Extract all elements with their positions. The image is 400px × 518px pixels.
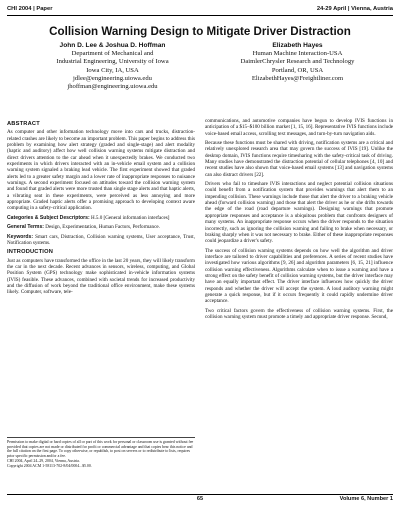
keywords-text: Smart cars, Distraction, Collision warning systems, User acceptance, Trust, Notification systems. [7,233,195,246]
author-right-name: Elizabeth Hayes [272,42,323,49]
author-right [215,42,380,83]
general-terms-text: Design, Experimentation, Human Factors, Performance. [45,224,160,231]
body-paragraph: Because these functions must be shared with driving, notification systems are a critical and relatively unexplored research area that may govern the success of IVIS [19]. Unlike the desktop domain, IVIS functions require timesharing with the safety-critical task of driving. Many studies have demonstrated the distraction potential of cellular telephones [4, 10] and recent studies have also shown that voice-based email systems [13] and navigation systems can also distract drivers [22]. [205,140,393,178]
author-left-name: John D. Lee & Joshua D. Hoffman [59,42,166,49]
general-terms-label: General Terms: [7,224,44,231]
categories [7,215,195,221]
paper-title: Collision Warning Design to Mitigate Driver Distraction [49,25,351,38]
author-right-location: Portland, OR, USA [271,66,324,74]
keywords-label: Keywords: [7,233,34,240]
author-right-affiliation-2: DaimlerChrysler Research and Technology [240,58,355,66]
header-rule [7,15,393,16]
page-number: 65 [196,496,204,502]
author-left-affiliation-1: Department of Mechanical and [71,50,154,58]
copyright-line: Copyright 2004 ACM 1-58113-702-8/04/0004...$5.00. [7,463,92,468]
author-right-email[interactable]: ElizabethHayes@Freightliner.com [251,74,344,82]
right-column [205,118,393,323]
left-column [7,118,195,299]
abstract-text: As computer and other information technology move into cars and trucks, distraction-related crashes are likely to become an important problem. This paper begins to address this problem by examining how alert strategy (graded and single-stage) and alert modality (haptic and auditory) affect how well collision warning systems mitigate distraction and direct drivers attention to the car ahead when it unexpectedly brakes. We conducted two experiments in which drivers interacted with an in-vehicle email system and a collision warning system signaled a braking lead vehicle. The first experiment showed that graded alerts led to a greater safety margin and a lower rate of inappropriate responses to nuisance warnings. A second experiment focused on attitudes toward the collision warning system and found that graded alerts were more trusted than single stage alerts and that haptic alerts, a vibrating seat in these experiments, were perceived as less annoying and more appropriate. Graded haptic alerts offer a promising approach to developing context aware computing in a safety-critical application. [7,129,195,212]
body-paragraph: Two critical factors govern the effectiveness of collision warning systems. First, the collision warning system must promote a timely and appropriate driver response. Second, [205,307,393,320]
categories-label: Categories & Subject Descriptors: [7,214,90,221]
permission-text: Permission to make digital or hard copies of all or part of this work for personal or classroom use is granted without fee provided that copies are not made or distributed for profit or commercial advantage and that copies bear this notice and the full citation on the first page. To copy otherwise, or republish, to post on servers or to redistribute to lists, requires prior specific permission and/or a fee. [7,440,194,459]
general-terms [7,224,195,230]
author-left-email-2[interactable]: jhoffman@engineering.uiowa.edu [67,83,158,91]
author-right-affiliation-1: Human Machine Interaction-USA [252,50,343,58]
categories-text: H.5.0 [General information interfaces] [90,214,170,221]
footer-rule [7,494,393,495]
body-paragraph: Drivers who fail to timeshare IVIS interactions and neglect potential collision situations could benefit from a notification system that provides warnings that alert them to an impending collision. These warnings include those that alert the driver to a braking vehicle ahead (forward collision warning) and those that alert the driver as he or she drifts towards the edge of the road (road departure warnings). Designing warnings that promote appropriate responses and acceptance is a ubiquitous problem that confronts designers of many systems. An inappropriate response occurs when the driver responds to the situation incorrectly, such as ignoring the collision warning and failing to brake when necessary, or braking sharply when it was not necessary to brake. Either of these inappropriate responses could jeopardize a driver's safety. [205,181,393,245]
author-left-email-1[interactable]: jdlee@engineering.uiowa.edu [73,74,152,82]
author-block [20,42,380,112]
header-left: CHI 2004 | Paper [7,6,53,12]
body-paragraph: The success of collision warning systems depends on how well the algorithm and driver interface are tailored to driver capabilities and preferences. A series of recent studies have investigated how various algorithms [9, 26] and algorithm parameters [6, 15, 21] influence collision warning effectiveness. Algorithms calculate when to issue a warning and have a strong effect on the safety benefit of collision warning systems, but the driver interface may have an equally important effect. The driver interface influences how quickly the driver responds and whether the driver will accept the system. A loud auditory warning might generate a quick response, but if it occurs frequently it could rapidly undermine driver acceptance. [205,247,393,305]
author-left-location: Iowa City, IA, USA [86,66,139,74]
conference-line: CHI 2004, April 24–29, 2004, Vienna, Austria. [7,458,80,463]
abstract-heading: ABSTRACT [7,121,40,127]
author-left [20,42,205,91]
keywords [7,234,195,247]
permission-notice [7,437,195,468]
volume-label: Volume 6, Number 1 [339,496,393,502]
author-left-affiliation-2: Industrial Engineering, University of Iowa [56,58,169,66]
body-paragraph: communications, and automotive companies have begun to develop IVIS functions in anticipation of a $15–$100 billion market [1, 15, 16]. Representative IVIS functions include voice-based email access, scrolling text messages, and turn-by-turn navigation aids. [205,118,393,137]
introduction-heading: INTRODUCTION [7,249,54,256]
introduction-text: Just as computers have transformed the office in the last 20 years, they will likely transform the car in the next decade. Recent advances in sensors, wireless, computing, and Global Position System (GPS) technology make sophisticated in-vehicle information systems (IVIS) feasible. These advances, combined with societal trends for increased productivity and the diffusion of work beyond the traditional office environment, make these systems likely. Computer, software, tele- [7,257,195,296]
header-right: 24-29 April | Vienna, Austria [316,6,393,12]
